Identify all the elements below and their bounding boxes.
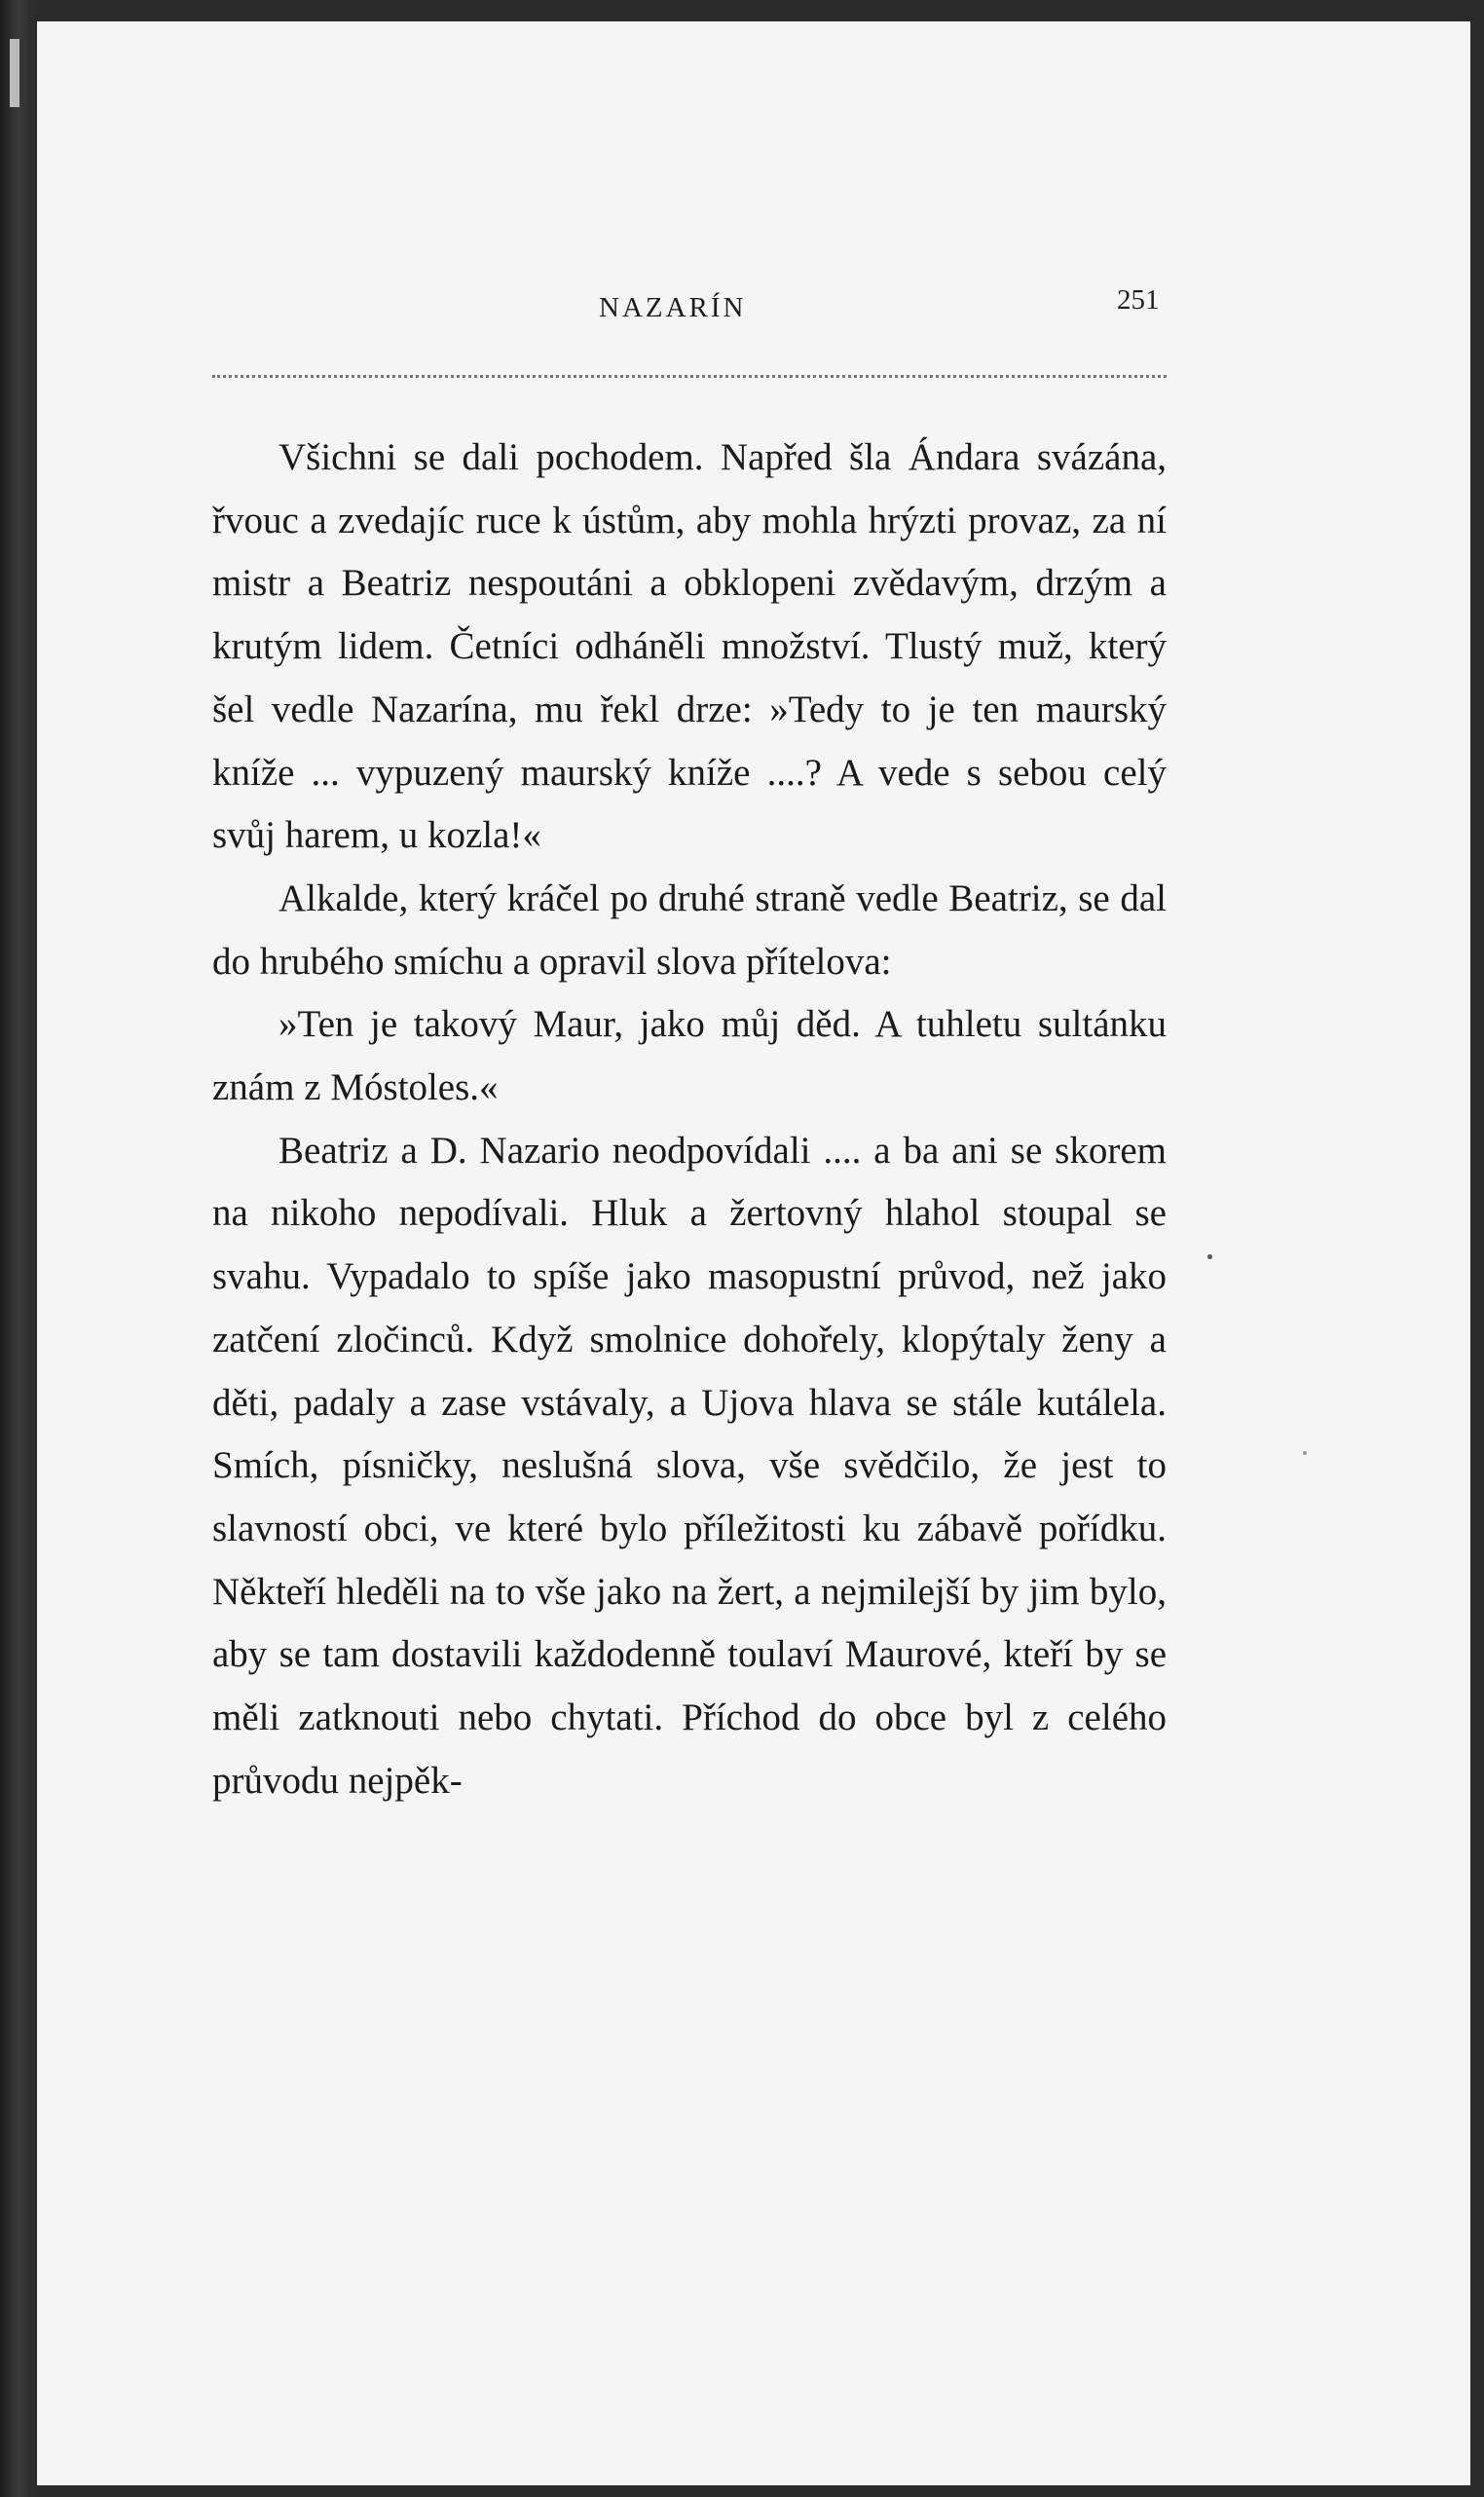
paper-speck: [1303, 1451, 1307, 1455]
body-text: [212, 427, 1167, 1812]
binding-mark: [10, 39, 19, 107]
paragraph: Beatriz a D. Nazario neodpovídali .... a ba ani se skorem na nikoho nepodívali. Hluk a žertovný hlahol stoupal se svahu. Vypadalo to spíše jako masopustní průvod, než jako zatčení zločinců. Když smolnice dohořely, klopýtaly ženy a děti, padaly a zase vstávaly, a Ujova hlava se stále kutálela. Smích, písničky, neslušná slova, vše svědčilo, že jest to slavností obci, ve které bylo příležitosti ku zábavě pořídku. Někteří hleděli na to vše jako na žert, a nejmilejší by jim bylo, aby se tam dostavili každodenně toulaví Maurové, kteří by se měli zatknouti nebo chytati. Příchod do obce byl z celého průvodu nejpěk-: [212, 1129, 1167, 1802]
paper-speck: [1207, 1254, 1212, 1259]
paragraph: Alkalde, který kráčel po druhé straně vedle Beatriz, se dal do hrubého smíchu a opravil slova přítelova:: [212, 876, 1167, 983]
header-rule: [212, 375, 1167, 378]
book-binding-edge: [0, 0, 37, 2497]
paragraph: »Ten je takový Maur, jako můj děd. A tuhletu sultánku znám z Móstoles.«: [212, 1003, 1167, 1109]
paragraph: Všichni se dali pochodem. Napřed šla Ándara svázána, řvouc a zvedajíc ruce k ústům, aby mohla hrýzti provaz, za ní mistr a Beatriz nespoutáni a obklopeni zvědavým, drzým a krutým lidem. Četníci odháněli množství. Tlustý muž, který šel vedle Nazarína, mu řekl drze: »Tedy to je ten maurský kníže ... vypuzený maurský kníže ....? A vede s sebou celý svůj harem, u kozla!«: [212, 436, 1167, 857]
running-title: NAZARÍN: [599, 292, 747, 323]
page-number: 251: [1117, 284, 1160, 316]
